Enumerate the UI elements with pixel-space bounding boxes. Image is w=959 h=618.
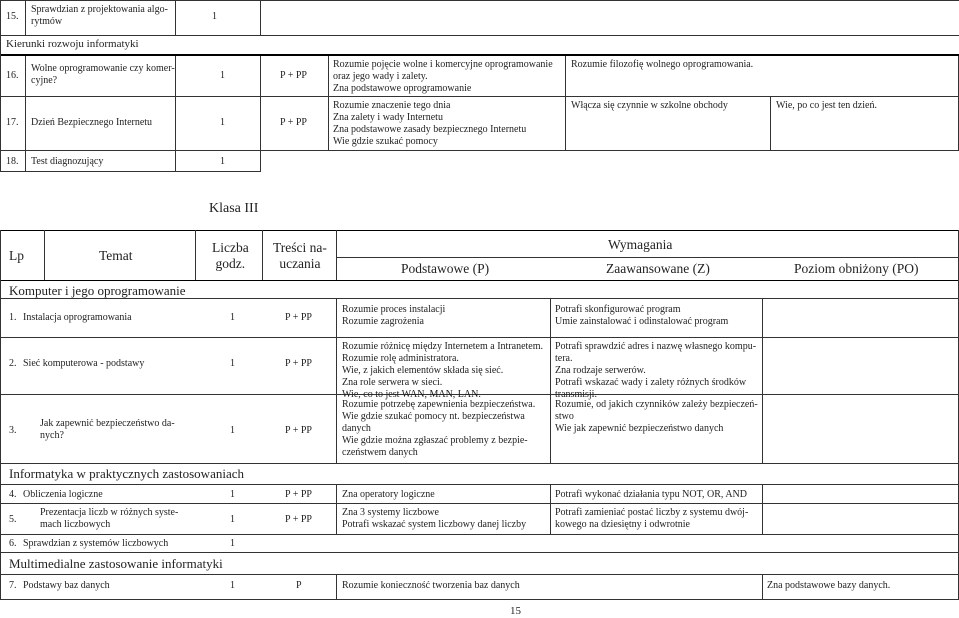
row-18-hours: 1 [220,156,225,167]
row-17-lp: 17. [6,117,19,128]
row-17-form: P + PP [280,117,307,128]
row-1-topic: Instalacja oprogramowania [23,312,132,323]
page-number: 15 [510,605,521,617]
row-3-content: Rozumie potrzebę zapewnienia bezpieczeństwa. Wie gdzie szukać pomocy nt. bezpieczeństwa danych Wie gdzie można zgłaszać problemy z bezpie- czeństwem danych [342,399,536,458]
row-1-content: Rozumie proces instalacji Rozumie zagrożenia [342,304,446,327]
row-5-content: Zna 3 systemy liczbowe Potrafi wskazać system liczbowy danej liczby [342,507,527,530]
header-content: Treści na- uczania [273,240,327,271]
row-7-content: Rozumie konieczność tworzenia baz danych [342,580,520,591]
row-1-hours: 1 [230,312,235,323]
section-title-kierunki: Kierunki rozwoju informatyki [6,38,139,50]
row-16-hours: 1 [220,70,225,81]
row-6-hours: 1 [230,538,235,549]
row-1-lp: 1. [9,312,17,323]
row-3-topic: Jak zapewnić bezpieczeństwo da- nych? [40,418,175,441]
section-title-informatyka: Informatyka w praktycznych zastosowaniach [9,466,244,481]
header-hours: Liczba godz. [212,240,249,271]
row-16-lp: 16. [6,70,19,81]
row-1-form: P + PP [285,312,312,323]
row-16-content: Rozumie pojęcie wolne i komercyjne oprogramowanie oraz jego wady i zalety. Zna podstawowe oprogramowanie [333,59,553,94]
row-5-topic: Prezentacja liczb w różnych syste- mach liczbowych [40,507,179,530]
header-topic: Temat [99,248,133,263]
row-2-topic: Sieć komputerowa - podstawy [23,358,145,369]
row-16-topic: Wolne oprogramowanie czy komer- cyjne? [31,63,175,86]
row-7-form: P [296,580,302,591]
row-1-advanced: Potrafi skonfigurować program Umie zainstalować i odinstalować program [555,304,729,327]
row-17-topic: Dzień Bezpiecznego Internetu [31,117,153,128]
row-16-form: P + PP [280,70,307,81]
row-17-reduced: Wie, po co jest ten dzień. [776,100,877,111]
row-17-hours: 1 [220,117,225,128]
row-17-basic: Włącza się czynnie w szkolne obchody [571,100,728,111]
row-2-lp: 2. [9,358,17,369]
row-15-lp: 15. [6,11,19,22]
row-4-topic: Obliczenia logiczne [23,489,103,500]
row-4-advanced: Potrafi wykonać działania typu NOT, OR, AND [555,489,747,500]
header-lp: Lp [9,248,24,263]
row-2-hours: 1 [230,358,235,369]
row-7-reduced: Zna podstawowe bazy danych. [767,580,891,591]
row-18-topic: Test diagnozujący [31,156,104,167]
header-requirements: Wymagania [608,237,673,252]
section-title-komputer: Komputer i jego oprogramowanie [9,283,186,298]
row-4-content: Zna operatory logiczne [342,489,435,500]
row-17-content: Rozumie znaczenie tego dnia Zna zalety i wady Internetu Zna podstawowe zasady bezpiecznego Internetu Wie gdzie szukać pomocy [333,100,527,147]
row-15-hours: 1 [212,11,217,22]
row-6-topic: Sprawdzian z systemów liczbowych [23,538,169,549]
row-2-content: Rozumie różnicę między Internetem a Intranetem. Rozumie rolę administratora. Wie, z jakich elementów składa się sieć. Zna role serwera w sieci. Wie, co to jest WAN, MAN, LAN. [342,341,544,400]
section-title-multimedialne: Multimedialne zastosowanie informatyki [9,556,223,571]
row-3-advanced: Rozumie, od jakich czynników zależy bezpieczeń- stwo Wie jak zapewnić bezpieczeństwo danych [555,399,758,434]
row-3-form: P + PP [285,425,312,436]
row-4-form: P + PP [285,489,312,500]
row-5-lp: 5. [9,514,17,525]
header-advanced: Zaawansowane (Z) [606,261,710,276]
row-3-lp: 3. [9,425,17,436]
row-5-form: P + PP [285,514,312,525]
row-15-topic: Sprawdzian z projektowania algo- rytmów [31,4,168,27]
row-16-basic: Rozumie filozofię wolnego oprogramowania. [571,59,754,70]
header-basic: Podstawowe (P) [401,261,490,276]
header-reduced: Poziom obniżony (PO) [794,261,919,276]
row-6-lp: 6. [9,538,17,549]
row-4-lp: 4. [9,489,17,500]
class-title: Klasa III [209,201,259,216]
row-7-lp: 7. [9,580,17,591]
row-2-advanced: Potrafi sprawdzić adres i nazwę własnego kompu- tera. Zna rodzaje serwerów. Potrafi wskazać wady i zalety różnych środków transmisji. [555,341,757,400]
row-18-lp: 18. [6,156,19,167]
row-2-form: P + PP [285,358,312,369]
row-5-advanced: Potrafi zamieniać postać liczby z systemu dwój- kowego na dziesiętny i odwrotnie [555,507,749,530]
row-7-hours: 1 [230,580,235,591]
row-3-hours: 1 [230,425,235,436]
row-7-topic: Podstawy baz danych [23,580,110,591]
row-5-hours: 1 [230,514,235,525]
row-4-hours: 1 [230,489,235,500]
